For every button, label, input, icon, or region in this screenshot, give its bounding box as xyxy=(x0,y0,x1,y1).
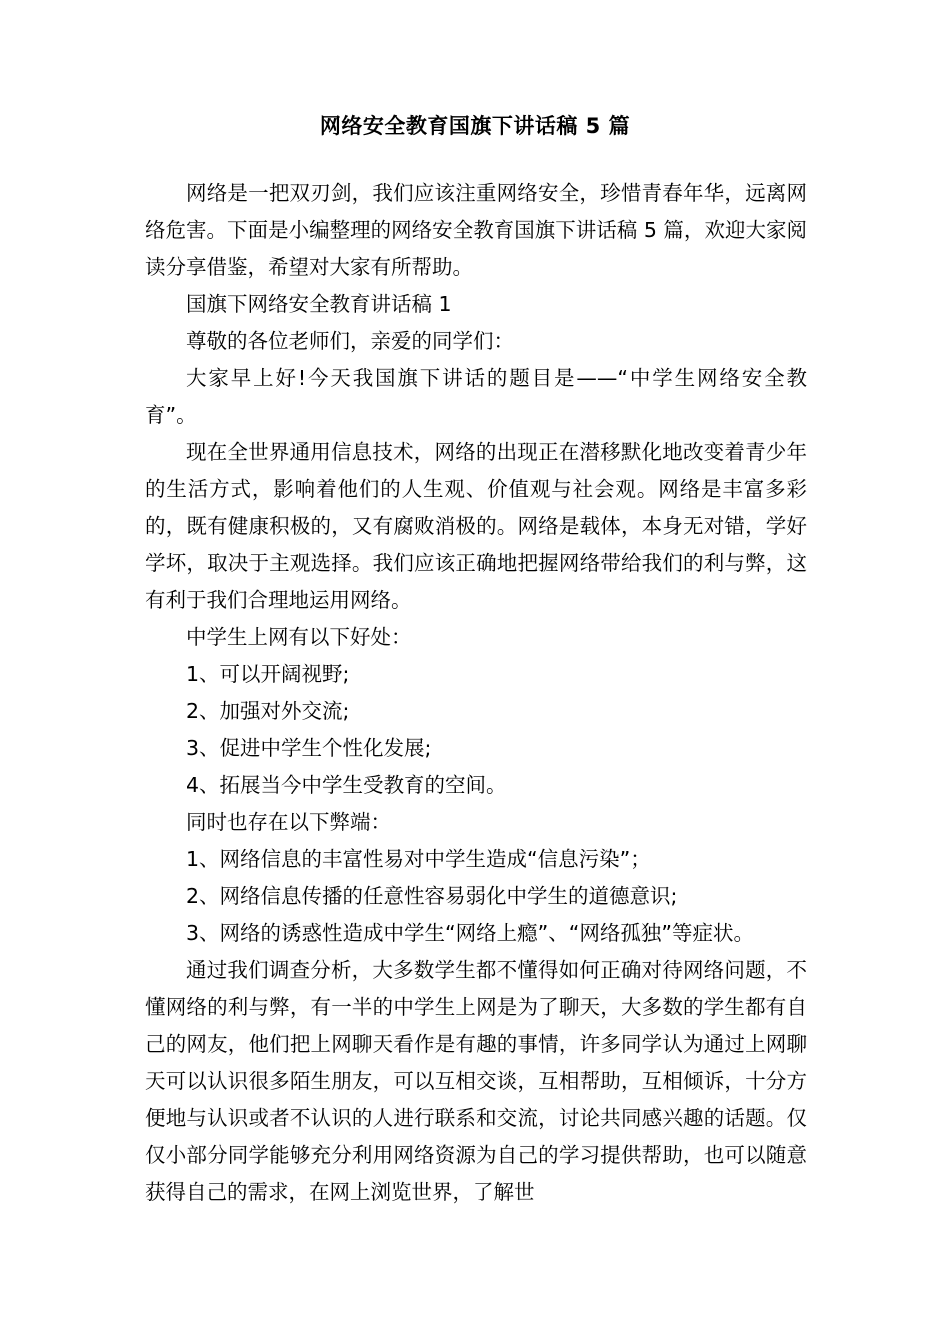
list-item: 3、网络的诱惑性造成中学生“网络上瘾”、“网络孤独”等症状。 xyxy=(186,921,755,945)
list-item: 1、网络信息的丰富性易对中学生造成“信息污染”； xyxy=(186,847,651,871)
drawbacks-heading: 同时也存在以下弊端： xyxy=(186,810,391,834)
list-item: 1、可以开阔视野; xyxy=(186,662,350,686)
body-paragraph: 现在全世界通用信息技术，网络的出现正在潜移默化地改变着青少年的生活方式，影响着他们的人生观、价值观与社会观。网络是丰富多彩的，既有健康积极的，又有腐败消极的。网络是载体，本身无对错，学好学坏，取决于主观选择。我们应该正确地把握网络带给我们的利与弊，这有利于我们合理地运用网络。 xyxy=(145,440,807,612)
section-heading: 国旗下网络安全教育讲话稿 1 xyxy=(186,292,452,316)
document-title: 网络安全教育国旗下讲话稿 5 篇 xyxy=(319,114,631,138)
document-body xyxy=(145,175,807,1211)
intro-paragraph: 网络是一把双刃剑，我们应该注重网络安全，珍惜青春年华，远离网络危害。下面是小编整理的网络安全教育国旗下讲话稿 5 篇，欢迎大家阅读分享借鉴，希望对大家有所帮助。 xyxy=(145,181,807,279)
list-item: 2、加强对外交流; xyxy=(186,699,350,723)
list-item: 2、网络信息传播的任意性容易弱化中学生的道德意识; xyxy=(186,884,678,908)
list-item: 3、促进中学生个性化发展; xyxy=(186,736,432,760)
list-item: 4、拓展当今中学生受教育的空间。 xyxy=(186,773,507,797)
body-paragraph: 通过我们调查分析，大多数学生都不懂得如何正确对待网络问题，不懂网络的利与弊，有一半的中学生上网是为了聊天，大多数的学生都有自己的网友，他们把上网聊天看作是有趣的事情，许多同学认为通过上网聊天可以认识很多陌生朋友，可以互相交谈，互相帮助，互相倾诉，十分方便地与认识或者不认识的人进行联系和交流，讨论共同感兴趣的话题。仅仅小部分同学能够充分利用网络资源为自己的学习提供帮助，也可以随意获得自己的需求，在网上浏览世界，了解世 xyxy=(145,958,807,1204)
greeting-paragraph: 大家早上好!今天我国旗下讲话的题目是——“中学生网络安全教育”。 xyxy=(145,366,807,427)
salutation: 尊敬的各位老师们，亲爱的同学们： xyxy=(186,329,514,353)
benefits-heading: 中学生上网有以下好处： xyxy=(186,625,412,649)
